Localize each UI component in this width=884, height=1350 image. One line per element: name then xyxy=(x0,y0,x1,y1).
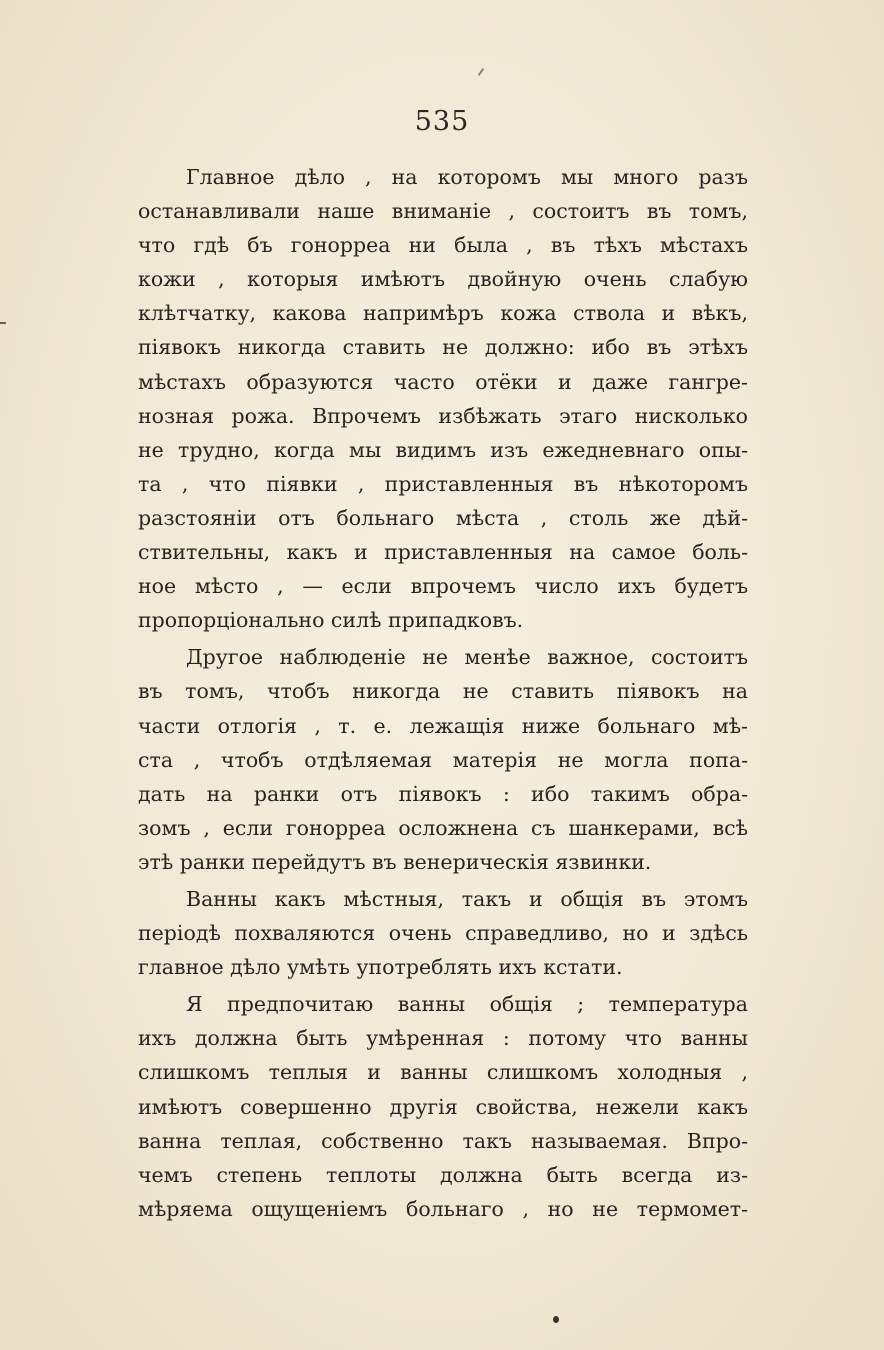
body-text xyxy=(138,160,748,1226)
text-line: нозная рожа. Впрочемъ избѣжать этаго нисколько xyxy=(138,403,748,428)
text-line: останавливали наше вниманіе , состоитъ въ томъ, xyxy=(138,199,748,224)
text-line: Главное дѣло , на которомъ мы много разъ xyxy=(186,165,748,189)
text-line: части отлогія , т. е. лежащія ниже больнаго мѣ- xyxy=(138,713,748,738)
text-line: ванна теплая, собственно такъ называемая. Впро- xyxy=(138,1128,748,1153)
text-line: разстояніи отъ больнаго мѣста , столь же дѣй- xyxy=(138,505,748,530)
text-line: не трудно, когда мы видимъ изъ ежедневнаго опы- xyxy=(138,437,748,462)
text-line: ствительны, какъ и приставленныя на самое боль- xyxy=(138,540,748,565)
text-line: Ванны какъ мѣстныя, такъ и общія въ этомъ xyxy=(186,886,748,911)
paragraph-3 xyxy=(138,882,748,984)
text-line: въ томъ, чтобъ никогда не ставить піявокъ на xyxy=(138,679,748,704)
text-line: слишкомъ теплыя и ванны слишкомъ холодныя , xyxy=(138,1060,748,1085)
text-line: кожи , которыя имѣютъ двойную очень слабую xyxy=(138,267,748,292)
text-line: зомъ , если гонорреа осложнена съ шанкерами, всѣ xyxy=(138,815,748,840)
text-line: чемъ степень теплоты должна быть всегда из- xyxy=(138,1162,748,1187)
margin-mark xyxy=(0,322,6,324)
text-line: главное дѣло умѣть употреблять ихъ кстати. xyxy=(138,955,623,980)
text-line: піявокъ никогда ставить не должно: ибо въ этѣхъ xyxy=(138,335,748,360)
text-line: клѣтчатку, какова напримѣръ кожа ствола и вѣкъ, xyxy=(138,301,748,326)
text-line: ста , чтобъ отдѣляемая матерія не могла попа- xyxy=(138,747,748,772)
page-number: 535 xyxy=(414,106,470,137)
text-line: та , что піявки , приставленныя въ нѣкоторомъ xyxy=(138,471,748,496)
text-line: періодѣ похваляются очень справедливо, но и здѣсь xyxy=(138,921,748,946)
text-line: Другое наблюденіе не менѣе важное, состоитъ xyxy=(186,645,748,670)
text-line: пропорціонально силѣ припадковъ. xyxy=(138,608,524,633)
paragraph-1 xyxy=(138,160,748,637)
text-line: ихъ должна быть умѣренная : потому что ванны xyxy=(138,1026,748,1051)
ink-mark xyxy=(478,68,484,76)
text-line: дать на ранки отъ піявокъ : ибо такимъ обра- xyxy=(138,781,748,806)
text-line: мѣстахъ образуются часто отёки и даже гангре- xyxy=(138,369,748,394)
text-line: что гдѣ бъ гонорреа ни была , въ тѣхъ мѣстахъ xyxy=(138,233,748,258)
text-line: этѣ ранки перейдутъ въ венерическія язвинки. xyxy=(138,849,652,874)
text-line: Я предпочитаю ванны общія ; температура xyxy=(186,992,748,1017)
ink-speck xyxy=(553,1316,559,1323)
text-line: мѣряема ощущеніемъ больнаго , но не термомет- xyxy=(138,1196,748,1221)
paragraph-2 xyxy=(138,640,748,879)
paragraph-4 xyxy=(138,987,748,1226)
text-line: ное мѣсто , — если впрочемъ число ихъ будетъ xyxy=(138,574,748,599)
text-line: имѣютъ совершенно другія свойства, нежели какъ xyxy=(138,1094,748,1119)
